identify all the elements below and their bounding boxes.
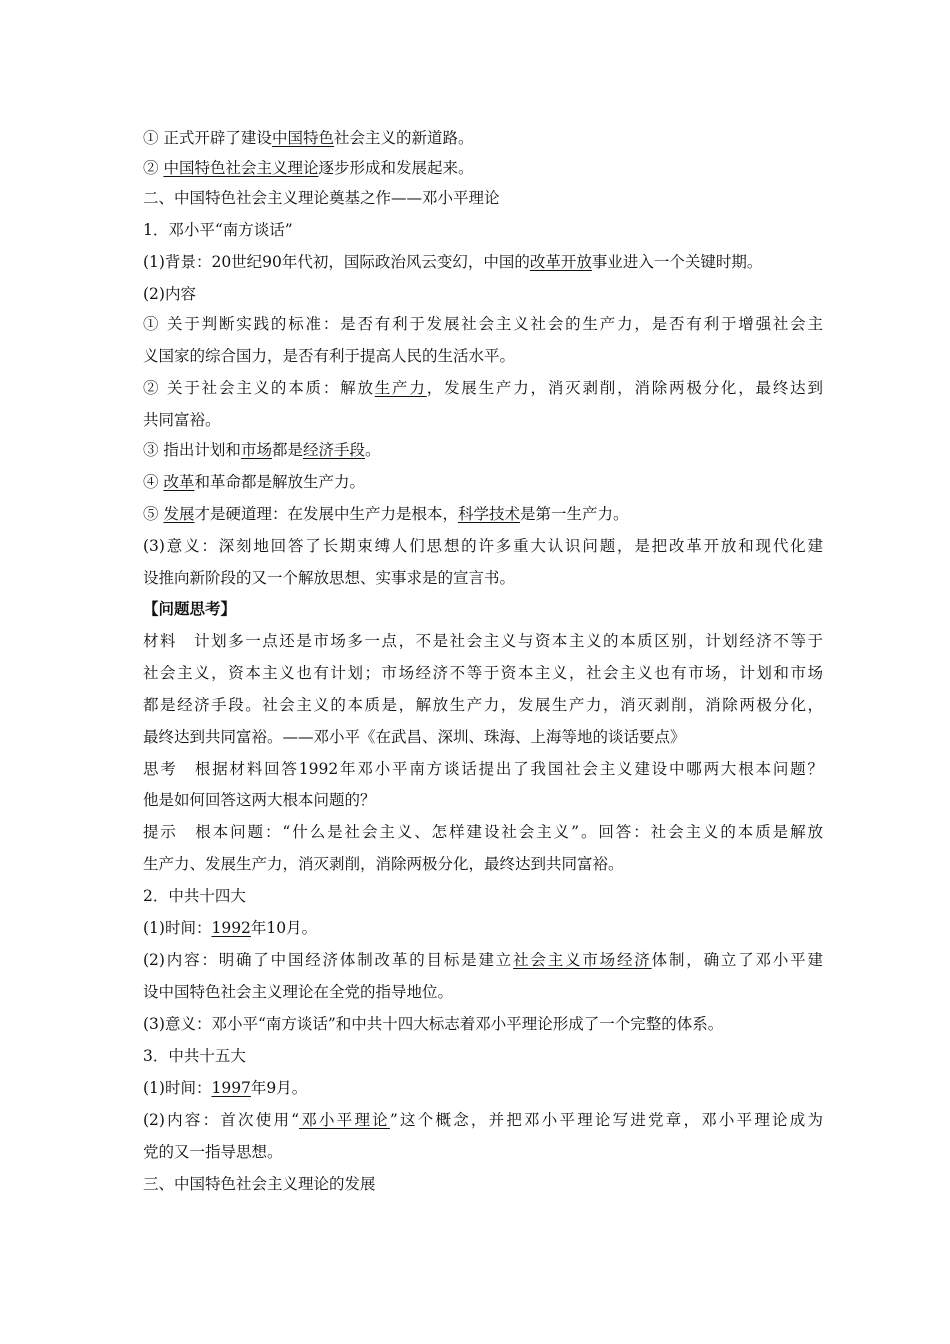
text-line-11 (143, 440, 823, 460)
text-line-24 (143, 854, 823, 874)
text-line-8 (143, 346, 823, 366)
underlined-term: 邓小平理论 (299, 1111, 390, 1129)
text-segment: 设推向新阶段的又一个解放思想、实事求是的宣言书。 (143, 569, 516, 587)
text-line-22 (143, 790, 823, 810)
underlined-term: 市场 (240, 441, 272, 459)
text-line-18 (143, 663, 823, 683)
text-line-27 (143, 950, 823, 970)
text-segment: ② 关于社会主义的本质：解放 (143, 379, 375, 397)
text-segment: 和革命都是解放生产力。 (194, 473, 365, 491)
text-segment: ③ 指出计划和 (143, 441, 241, 459)
text-segment: ④ (143, 473, 164, 491)
text-segment: (2)内容 (143, 285, 196, 303)
text-line-33 (143, 1142, 823, 1162)
text-segment: 年9月。 (250, 1079, 308, 1097)
underlined-term: 科学技术 (457, 505, 520, 523)
text-line-15 (143, 568, 823, 588)
text-line-32 (143, 1110, 823, 1130)
text-line-26 (143, 918, 823, 938)
text-segment: 材料 计划多一点还是市场多一点，不是社会主义与资本主义的本质区别，计划经济不等于 (143, 632, 823, 650)
text-line-31 (143, 1078, 823, 1098)
text-line-1 (143, 128, 823, 148)
text-line-34 (143, 1174, 823, 1194)
text-line-29 (143, 1014, 823, 1034)
underlined-term: 生产力 (374, 379, 427, 397)
text-segment: ① 正式开辟了建设 (143, 129, 272, 147)
text-segment: 体制，确立了邓小平建 (651, 951, 823, 969)
text-segment: 提示 根本问题：“什么是社会主义、怎样建设社会主义”。回答：社会主义的本质是解放 (143, 823, 823, 841)
text-line-10 (143, 410, 823, 430)
text-line-12 (143, 472, 823, 492)
text-segment: 都是经济手段。社会主义的本质是，解放生产力，发展生产力，消灭剥削，消除两极分化， (143, 696, 823, 714)
text-segment: (1)时间： (143, 1079, 212, 1097)
text-line-19 (143, 695, 823, 715)
text-segment: 设中国特色社会主义理论在全党的指导地位。 (143, 983, 454, 1001)
text-segment: (2)内容：明确了中国经济体制改革的目标是建立 (143, 951, 514, 969)
underlined-term: 改革开放 (529, 253, 592, 271)
text-segment: 逐步形成和发展起来。 (318, 159, 474, 177)
text-segment: ⑤ (143, 505, 164, 523)
text-segment: (3)意义：深刻地回答了长期束缚人们思想的许多重大认识问题，是把改革开放和现代化建 (143, 537, 823, 555)
text-segment: 社会主义的新道路。 (333, 129, 474, 147)
text-segment: 党的又一指导思想。 (143, 1143, 283, 1161)
text-line-25 (143, 886, 823, 906)
text-line-16 (143, 599, 823, 619)
text-segment: 3．中共十五大 (143, 1047, 246, 1065)
text-segment: 是第一生产力。 (519, 505, 629, 523)
text-segment: 年10月。 (250, 919, 318, 937)
text-line-30 (143, 1046, 823, 1066)
text-segment: 生产力、发展生产力，消灭剥削，消除两极分化，最终达到共同富裕。 (143, 855, 624, 873)
text-segment: 。 (364, 441, 381, 459)
text-line-6 (143, 284, 823, 304)
text-segment: 社会主义，资本主义也有计划；市场经济不等于资本主义，社会主义也有市场，计划和市场 (143, 664, 823, 682)
text-line-7 (143, 314, 823, 334)
text-line-17 (143, 631, 823, 651)
text-line-4 (143, 220, 823, 240)
text-segment: 事业进入一个关键时期。 (591, 253, 763, 271)
underlined-term: 经济手段 (302, 441, 365, 459)
text-segment: 1．邓小平“南方谈话” (143, 221, 293, 239)
text-segment: 才是硬道理：在发展中生产力是根本， (194, 505, 458, 523)
text-line-13 (143, 504, 823, 524)
text-line-9 (143, 378, 823, 398)
text-segment: ① 关于判断实践的标准：是否有利于发展社会主义社会的生产力，是否有利于增强社会主 (143, 315, 823, 333)
text-segment: 【问题思考】 (143, 599, 237, 618)
text-segment: (1)时间： (143, 919, 212, 937)
underlined-term: 中国特色 (271, 129, 334, 147)
underlined-term: 1997 (211, 1079, 251, 1097)
text-line-2 (143, 158, 823, 178)
underlined-term: 中国特色社会主义理论 (163, 159, 319, 177)
underlined-term: 1992 (211, 919, 251, 937)
text-segment: 思考 根据材料回答1992年邓小平南方谈话提出了我国社会主义建设中哪两大根本问题？ (143, 760, 823, 778)
text-segment: ，发展生产力，消灭剥削，消除两极分化，最终达到 (426, 379, 823, 397)
underlined-term: 发展 (163, 505, 195, 523)
text-segment: 义国家的综合国力，是否有利于提高人民的生活水平。 (143, 347, 516, 365)
text-segment: 二、中国特色社会主义理论奠基之作——邓小平理论 (143, 189, 500, 207)
text-segment: 共同富裕。 (143, 411, 221, 429)
text-line-3 (143, 188, 823, 208)
text-segment: ② (143, 159, 164, 177)
underlined-term: 改革 (163, 473, 195, 491)
text-segment: 2．中共十四大 (143, 887, 246, 905)
text-line-21 (143, 759, 823, 779)
text-segment: 他是如何回答这两大根本问题的？ (143, 791, 376, 809)
text-segment: ”这个概念，并把邓小平理论写进党章，邓小平理论成为 (389, 1111, 823, 1129)
text-segment: 都是 (271, 441, 303, 459)
text-segment: 最终达到共同富裕。——邓小平《在武昌、深圳、珠海、上海等地的谈话要点》 (143, 728, 686, 746)
text-line-28 (143, 982, 823, 1002)
text-segment: (3)意义：邓小平“南方谈话”和中共十四大标志着邓小平理论形成了一个完整的体系。 (143, 1015, 724, 1033)
text-line-14 (143, 536, 823, 556)
underlined-term: 社会主义市场经济 (513, 951, 652, 969)
text-line-23 (143, 822, 823, 842)
text-segment: 三、中国特色社会主义理论的发展 (143, 1175, 376, 1193)
text-segment: (1)背景：20世纪90年代初，国际政治风云变幻，中国的 (143, 253, 530, 271)
text-line-5 (143, 252, 823, 272)
text-segment: (2)内容：首次使用“ (143, 1111, 300, 1129)
text-line-20 (143, 727, 823, 747)
